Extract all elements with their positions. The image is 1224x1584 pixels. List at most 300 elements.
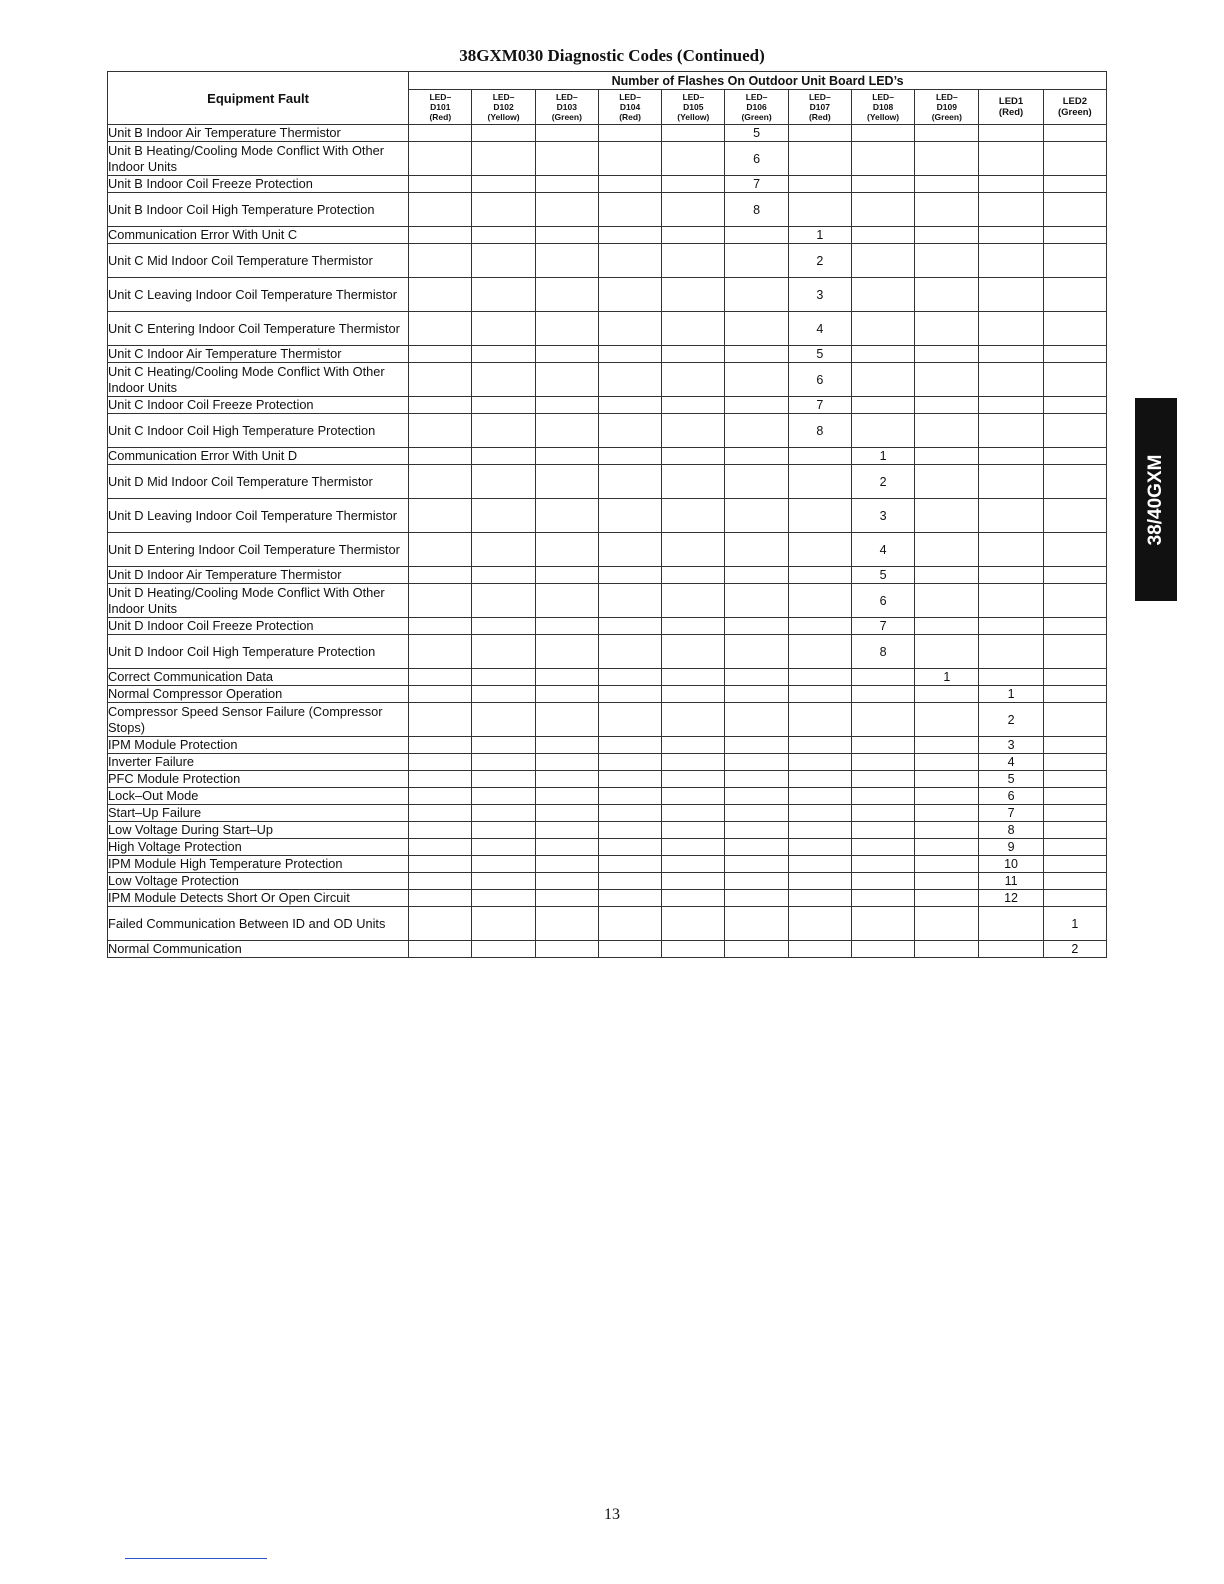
empty-cell [598,703,661,737]
empty-cell [472,142,535,176]
empty-cell [662,312,725,346]
flash-count: 4 [979,754,1043,771]
empty-cell [472,414,535,448]
empty-cell [788,839,851,856]
empty-cell [598,193,661,227]
empty-cell [535,618,598,635]
empty-cell [409,873,472,890]
fault-description: Unit D Mid Indoor Coil Temperature Thermistor [108,465,409,499]
empty-cell [662,669,725,686]
empty-cell [598,465,661,499]
empty-cell [535,873,598,890]
empty-cell [725,737,788,754]
empty-cell [725,499,788,533]
empty-cell [535,312,598,346]
table-row [108,312,1107,346]
empty-cell [598,397,661,414]
empty-cell [472,465,535,499]
led-header-line3: (Yellow) [677,112,710,122]
fault-description: Communication Error With Unit D [108,448,409,465]
empty-cell [598,618,661,635]
flash-count: 8 [851,635,914,669]
empty-cell [788,618,851,635]
empty-cell [725,244,788,278]
empty-cell [662,788,725,805]
empty-cell [915,856,979,873]
empty-cell [725,363,788,397]
fault-description: Unit C Indoor Air Temperature Thermistor [108,346,409,363]
led-header-line2: D105 [683,102,704,112]
equipment-fault-header: Equipment Fault [108,72,409,125]
empty-cell [472,312,535,346]
flash-count: 7 [788,397,851,414]
empty-cell [788,703,851,737]
empty-cell [535,856,598,873]
empty-cell [1043,686,1106,703]
empty-cell [1043,669,1106,686]
empty-cell [662,533,725,567]
empty-cell [979,533,1043,567]
led-header-line2: D109 [936,102,957,112]
empty-cell [409,142,472,176]
empty-cell [598,788,661,805]
empty-cell [1043,618,1106,635]
empty-cell [662,125,725,142]
led-header-line1: LED– [619,92,641,102]
empty-cell [409,397,472,414]
led-header-line2: D108 [872,102,894,112]
empty-cell [598,635,661,669]
empty-cell [535,397,598,414]
fault-description: Unit B Indoor Coil High Temperature Protection [108,193,409,227]
empty-cell [535,754,598,771]
led-column-header [409,90,472,125]
table-row [108,227,1107,244]
empty-cell [598,805,661,822]
empty-cell [409,244,472,278]
empty-cell [409,312,472,346]
table-row [108,584,1107,618]
empty-cell [788,533,851,567]
led-column-header [1043,90,1106,125]
table-row [108,448,1107,465]
led-header-line1: LED– [492,92,515,102]
empty-cell [662,822,725,839]
empty-cell [915,737,979,754]
empty-cell [915,193,979,227]
led-header-line2: D101 [430,102,451,112]
flash-count: 2 [1043,941,1106,958]
fault-rows [108,125,1107,958]
empty-cell [979,244,1043,278]
flash-count: 10 [979,856,1043,873]
empty-cell [662,227,725,244]
empty-cell [409,465,472,499]
table-row [108,771,1107,788]
fault-description: Communication Error With Unit C [108,227,409,244]
empty-cell [725,907,788,941]
empty-cell [979,669,1043,686]
empty-cell [851,771,914,788]
empty-cell [409,839,472,856]
empty-cell [1043,822,1106,839]
led-column-header [472,90,535,125]
flash-count: 2 [788,244,851,278]
led-header-line3: (Red) [619,112,641,122]
empty-cell [725,618,788,635]
fault-description: Unit B Indoor Air Temperature Thermistor [108,125,409,142]
empty-cell [915,499,979,533]
empty-cell [535,907,598,941]
empty-cell [725,584,788,618]
empty-cell [662,686,725,703]
empty-cell [915,567,979,584]
led-header-line1: LED– [808,92,831,102]
empty-cell [598,142,661,176]
flash-count: 5 [979,771,1043,788]
empty-cell [851,839,914,856]
empty-cell [788,941,851,958]
empty-cell [851,805,914,822]
led-column-header [598,90,661,125]
empty-cell [535,686,598,703]
empty-cell [915,227,979,244]
empty-cell [1043,703,1106,737]
empty-cell [1043,754,1106,771]
empty-cell [535,788,598,805]
flash-count: 2 [851,465,914,499]
empty-cell [598,822,661,839]
empty-cell [662,363,725,397]
empty-cell [535,567,598,584]
led-header-line2: D103 [556,102,577,112]
fault-description: Correct Communication Data [108,669,409,686]
empty-cell [662,244,725,278]
empty-cell [1043,397,1106,414]
empty-cell [788,193,851,227]
fault-description: Low Voltage Protection [108,873,409,890]
empty-cell [979,397,1043,414]
empty-cell [851,873,914,890]
empty-cell [788,669,851,686]
empty-cell [472,754,535,771]
empty-cell [851,737,914,754]
empty-cell [598,686,661,703]
empty-cell [472,941,535,958]
empty-cell [472,397,535,414]
empty-cell [409,567,472,584]
empty-cell [788,771,851,788]
flash-count: 2 [979,703,1043,737]
empty-cell [472,839,535,856]
empty-cell [1043,499,1106,533]
empty-cell [535,771,598,788]
flash-count: 6 [979,788,1043,805]
fault-description: Low Voltage During Start–Up [108,822,409,839]
empty-cell [1043,414,1106,448]
empty-cell [725,873,788,890]
table-row [108,346,1107,363]
led-header-line1: LED1 [998,96,1024,107]
empty-cell [851,754,914,771]
empty-cell [598,907,661,941]
table-row [108,193,1107,227]
table-row [108,635,1107,669]
led-header-line3: (Green) [741,112,772,122]
empty-cell [598,890,661,907]
table-row [108,703,1107,737]
empty-cell [725,754,788,771]
empty-cell [535,822,598,839]
empty-cell [725,227,788,244]
empty-cell [851,312,914,346]
empty-cell [788,499,851,533]
empty-cell [535,227,598,244]
empty-cell [409,822,472,839]
empty-cell [472,890,535,907]
flash-count: 8 [788,414,851,448]
led-header-line2: D102 [493,102,514,112]
empty-cell [1043,839,1106,856]
empty-cell [535,244,598,278]
empty-cell [662,414,725,448]
empty-cell [915,414,979,448]
empty-cell [851,346,914,363]
empty-cell [535,125,598,142]
empty-cell [598,414,661,448]
led-column-header [851,90,914,125]
table-row [108,788,1107,805]
fault-description: IPM Module High Temperature Protection [108,856,409,873]
led-column-header [979,90,1043,125]
empty-cell [598,244,661,278]
table-row [108,805,1107,822]
fault-description: Unit C Heating/Cooling Mode Conflict With Other Indoor Units [108,363,409,397]
empty-cell [598,873,661,890]
empty-cell [725,414,788,448]
empty-cell [535,142,598,176]
table-row [108,907,1107,941]
fault-description: High Voltage Protection [108,839,409,856]
empty-cell [788,448,851,465]
empty-cell [725,788,788,805]
flash-count: 8 [979,822,1043,839]
empty-cell [788,822,851,839]
empty-cell [788,737,851,754]
empty-cell [598,754,661,771]
empty-cell [598,941,661,958]
empty-cell [662,771,725,788]
empty-cell [662,907,725,941]
empty-cell [979,363,1043,397]
empty-cell [788,856,851,873]
empty-cell [535,448,598,465]
empty-cell [851,669,914,686]
fault-description: Start–Up Failure [108,805,409,822]
empty-cell [1043,788,1106,805]
empty-cell [409,533,472,567]
empty-cell [979,142,1043,176]
empty-cell [472,278,535,312]
empty-cell [472,856,535,873]
empty-cell [535,941,598,958]
empty-cell [851,193,914,227]
empty-cell [409,890,472,907]
empty-cell [472,567,535,584]
flashes-group-header: Number of Flashes On Outdoor Unit Board LED’s [409,72,1107,90]
led-header-line3: (Red) [808,112,831,122]
empty-cell [598,839,661,856]
led-header-line1: LED– [682,92,705,102]
led-header-line1: LED– [555,92,578,102]
empty-cell [725,533,788,567]
empty-cell [851,414,914,448]
empty-cell [472,125,535,142]
fault-description: Inverter Failure [108,754,409,771]
empty-cell [472,176,535,193]
empty-cell [662,465,725,499]
empty-cell [472,346,535,363]
empty-cell [725,941,788,958]
empty-cell [788,125,851,142]
empty-cell [788,465,851,499]
empty-cell [915,465,979,499]
empty-cell [472,499,535,533]
empty-cell [915,890,979,907]
empty-cell [979,567,1043,584]
empty-cell [851,176,914,193]
flash-count: 12 [979,890,1043,907]
empty-cell [662,805,725,822]
empty-cell [472,771,535,788]
empty-cell [851,686,914,703]
empty-cell [915,278,979,312]
empty-cell [979,635,1043,669]
empty-cell [662,584,725,618]
table-row [108,669,1107,686]
empty-cell [725,397,788,414]
empty-cell [1043,448,1106,465]
led-header-line2: D106 [746,102,767,112]
led-header-line1: LED– [429,92,452,102]
fault-description: Unit C Indoor Coil High Temperature Protection [108,414,409,448]
empty-cell [535,635,598,669]
empty-cell [915,176,979,193]
empty-cell [662,448,725,465]
empty-cell [409,737,472,754]
empty-cell [1043,584,1106,618]
empty-cell [535,414,598,448]
empty-cell [851,244,914,278]
empty-cell [725,771,788,788]
flash-count: 11 [979,873,1043,890]
empty-cell [535,737,598,754]
empty-cell [409,278,472,312]
led-column-header [788,90,851,125]
empty-cell [1043,567,1106,584]
fault-description: Unit D Entering Indoor Coil Temperature Thermistor [108,533,409,567]
empty-cell [472,822,535,839]
led-header-line3: (Green) [551,112,582,122]
fault-description: Unit D Heating/Cooling Mode Conflict With Other Indoor Units [108,584,409,618]
table-row [108,873,1107,890]
empty-cell [598,771,661,788]
empty-cell [598,567,661,584]
table-row [108,244,1107,278]
side-tab-label: 38/40GXM [1145,454,1166,545]
empty-cell [851,278,914,312]
empty-cell [535,193,598,227]
empty-cell [915,873,979,890]
empty-cell [535,533,598,567]
empty-cell [662,941,725,958]
empty-cell [851,227,914,244]
empty-cell [851,907,914,941]
empty-cell [662,397,725,414]
empty-cell [915,788,979,805]
empty-cell [662,618,725,635]
table-row [108,822,1107,839]
empty-cell [979,312,1043,346]
empty-cell [915,805,979,822]
empty-cell [535,278,598,312]
empty-cell [915,584,979,618]
diagnostic-codes-table [107,71,1107,958]
fault-description: Unit C Mid Indoor Coil Temperature Thermistor [108,244,409,278]
empty-cell [1043,465,1106,499]
empty-cell [472,686,535,703]
empty-cell [979,941,1043,958]
fault-description: Unit C Indoor Coil Freeze Protection [108,397,409,414]
empty-cell [598,346,661,363]
empty-cell [535,584,598,618]
empty-cell [788,635,851,669]
empty-cell [788,686,851,703]
empty-cell [1043,363,1106,397]
empty-cell [788,567,851,584]
empty-cell [598,278,661,312]
empty-cell [409,499,472,533]
page-number: 13 [604,1506,620,1523]
fault-description: Compressor Speed Sensor Failure (Compressor Stops) [108,703,409,737]
flash-count: 4 [851,533,914,567]
empty-cell [788,805,851,822]
empty-cell [598,584,661,618]
empty-cell [662,839,725,856]
empty-cell [725,669,788,686]
empty-cell [1043,193,1106,227]
empty-cell [662,890,725,907]
empty-cell [915,363,979,397]
empty-cell [535,363,598,397]
empty-cell [598,533,661,567]
empty-cell [915,822,979,839]
led-header-line3: (Green) [931,112,962,122]
empty-cell [725,346,788,363]
led-header-line3: (Yellow) [867,112,900,122]
empty-cell [725,703,788,737]
empty-cell [409,788,472,805]
empty-cell [788,890,851,907]
empty-cell [725,805,788,822]
empty-cell [472,533,535,567]
empty-cell [1043,856,1106,873]
empty-cell [598,856,661,873]
empty-cell [662,142,725,176]
page-title: 38GXM030 Diagnostic Codes (Continued) [459,46,765,65]
flash-count: 8 [725,193,788,227]
table-row [108,397,1107,414]
